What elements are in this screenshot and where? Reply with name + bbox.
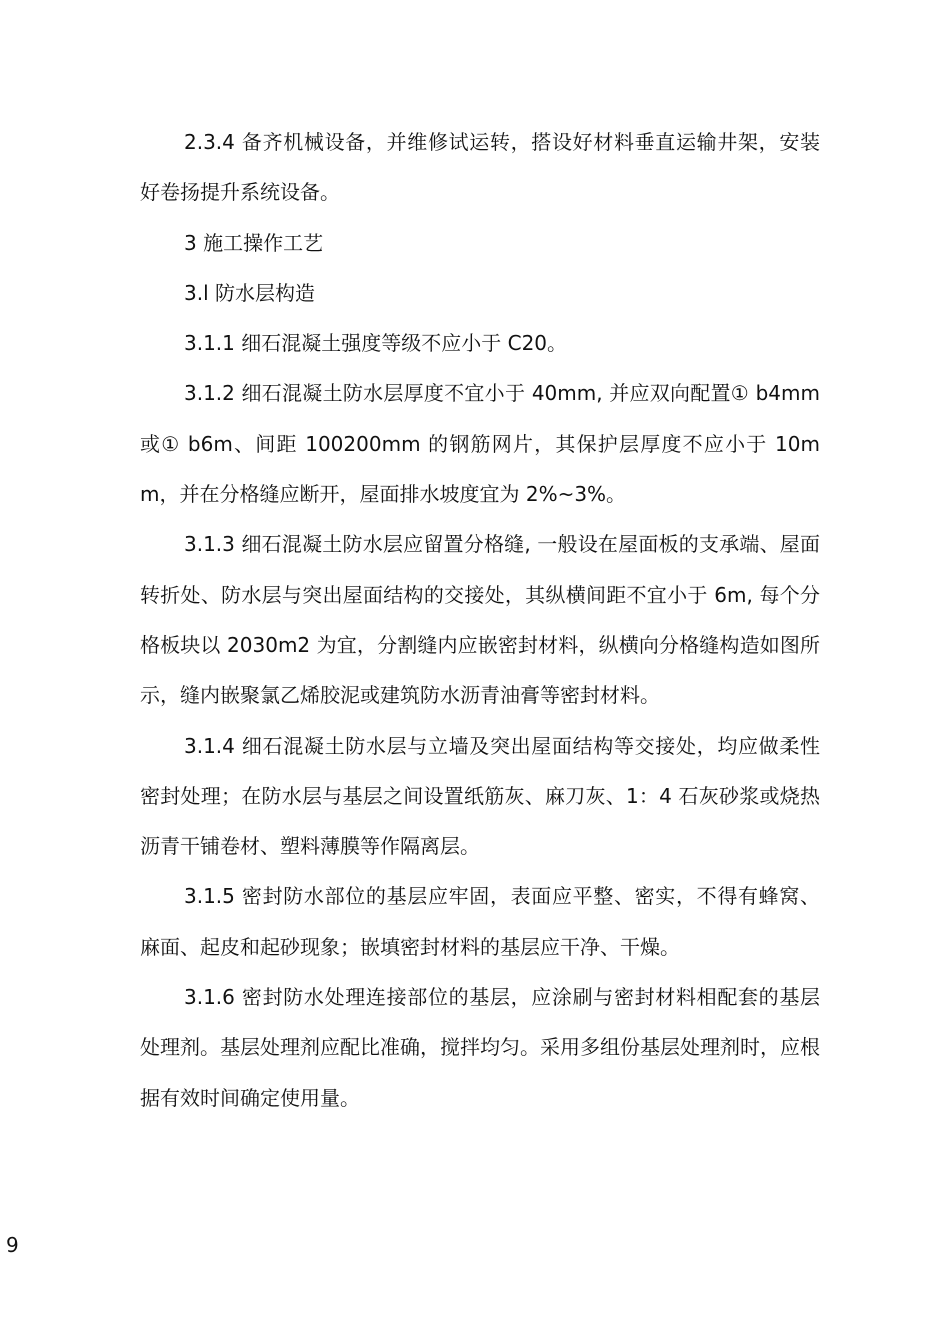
document-body <box>140 117 820 1123</box>
section-heading-3: 3 施工操作工艺 <box>184 230 324 255</box>
paragraph-3-1-4: 3.1.4 细石混凝土防水层与立墙及突出屋面结构等交接处，均应做柔性密封处理；在防水层与基层之间设置纸筋灰、麻刀灰、1：4 石灰砂浆或烧热沥青干铺卷材、塑料薄膜等作隔离层。 <box>140 733 820 859</box>
paragraph-3-1-1: 3.1.1 细石混凝土强度等级不应小于 C20。 <box>184 331 568 356</box>
page-number: 9 <box>6 1233 19 1257</box>
section-heading-3-1: 3.l 防水层构造 <box>184 280 315 305</box>
paragraph-3-1-6: 3.1.6 密封防水处理连接部位的基层，应涂刷与密封材料相配套的基层处理剂。基层处理剂应配比准确，搅拌均匀。采用多组份基层处理剂时，应根据有效时间确定使用量。 <box>140 985 820 1110</box>
paragraph-3-1-2: 3.1.2 细石混凝土防水层厚度不宜小于 40mm, 并应双向配置① b4mm 或① b6m、间距 100200mm 的钢筋网片，其保护层厚度不应小于 10mm，并在分格缝应断开，屋面排水坡度宜为 2%~3%。 <box>140 381 820 507</box>
paragraph-3-1-5: 3.1.5 密封防水部位的基层应牢固，表面应平整、密实，不得有蜂窝、麻面、起皮和起砂现象；嵌填密封材料的基层应干净、干燥。 <box>140 884 820 959</box>
paragraph-3-1-3: 3.1.3 细石混凝土防水层应留置分格缝, 一般设在屋面板的支承端、屋面转折处、防水层与突出屋面结构的交接处，其纵横间距不宜小于 6m, 每个分格板块以 2030m2 为宜，分割缝内应嵌密封材料，纵横向分格缝构造如图所示，缝内嵌聚氯乙烯胶泥或建筑防水沥青油膏等密封材料。 <box>140 532 820 708</box>
paragraph-2-3-4: 2.3.4 备齐机械设备，并维修试运转，搭设好材料垂直运输井架，安装好卷扬提升系统设备。 <box>140 130 820 205</box>
